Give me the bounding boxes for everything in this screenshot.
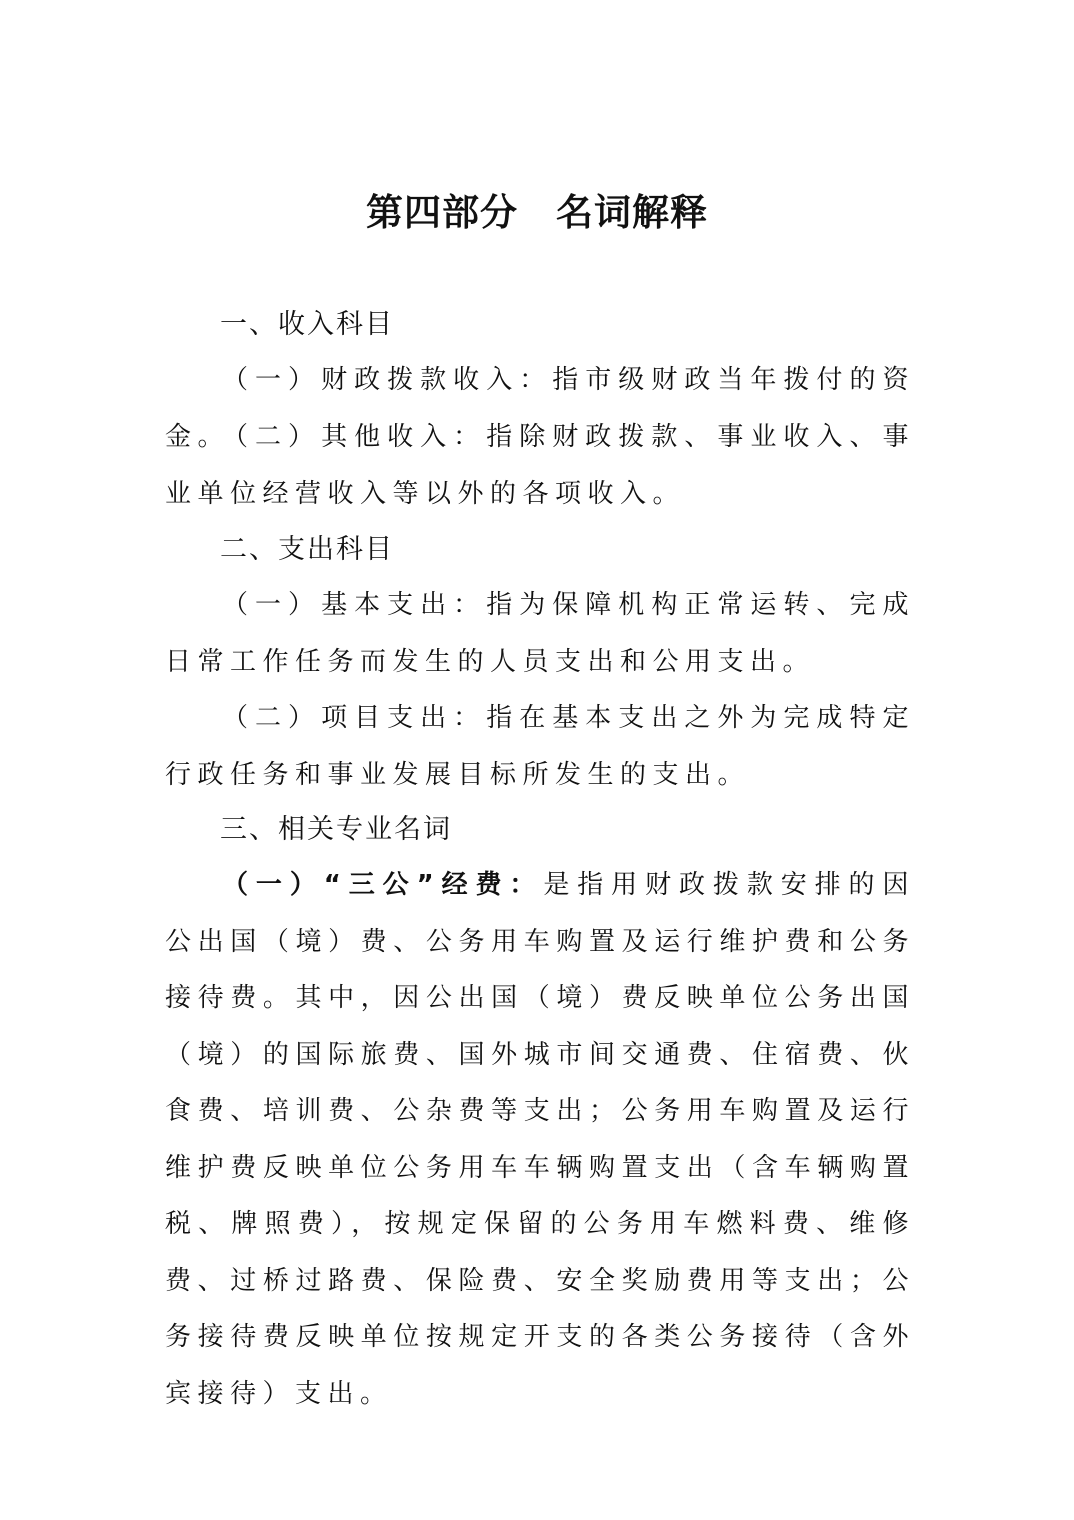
page-title: 第四部分 名词解释 — [366, 191, 708, 234]
paragraph-income-other: （二）其他收入：指除财政拨款、事业收入、事业单位经营收入等以外的各项收入。 — [165, 422, 915, 509]
term-label-three-public: （一）“三公”经费： — [222, 870, 544, 900]
section-heading-expense: 二、支出科目 — [220, 534, 394, 565]
term-definition-three-public: 是指用财政拨款安排的因公出国（境）费、公务用车购置及运行维护费和公务接待费。其中，因公出国（境）费反映单位公务出国（境）的国际旅费、国外城市间交通费、住宿费、伙食费、培训费、公杂费等支出；公务用车购置及运行维护费反映单位公务用车车辆购置支出（含车辆购置税、牌照费），按规定保留的公务用车燃料费、维修费、过桥过路费、保险费、安全奖励费用等支出；公务接待费反映单位按规定开支的各类公务接待（含外宾接待）支出。 — [165, 870, 915, 1409]
paragraph-income-fiscal: （一）财政拨款收入：指市级财政当年拨付的资金。 — [165, 365, 915, 452]
paragraph-expense-basic: （一）基本支出：指为保障机构正常运转、完成日常工作任务而发生的人员支出和公用支出。 — [165, 590, 915, 677]
section-heading-terms: 三、相关专业名词 — [220, 814, 452, 845]
section-heading-income: 一、收入科目 — [220, 309, 394, 340]
paragraph-three-public-expenses — [165, 857, 915, 1422]
paragraph-expense-project: （二）项目支出：指在基本支出之外为完成特定行政任务和事业发展目标所发生的支出。 — [165, 703, 915, 790]
